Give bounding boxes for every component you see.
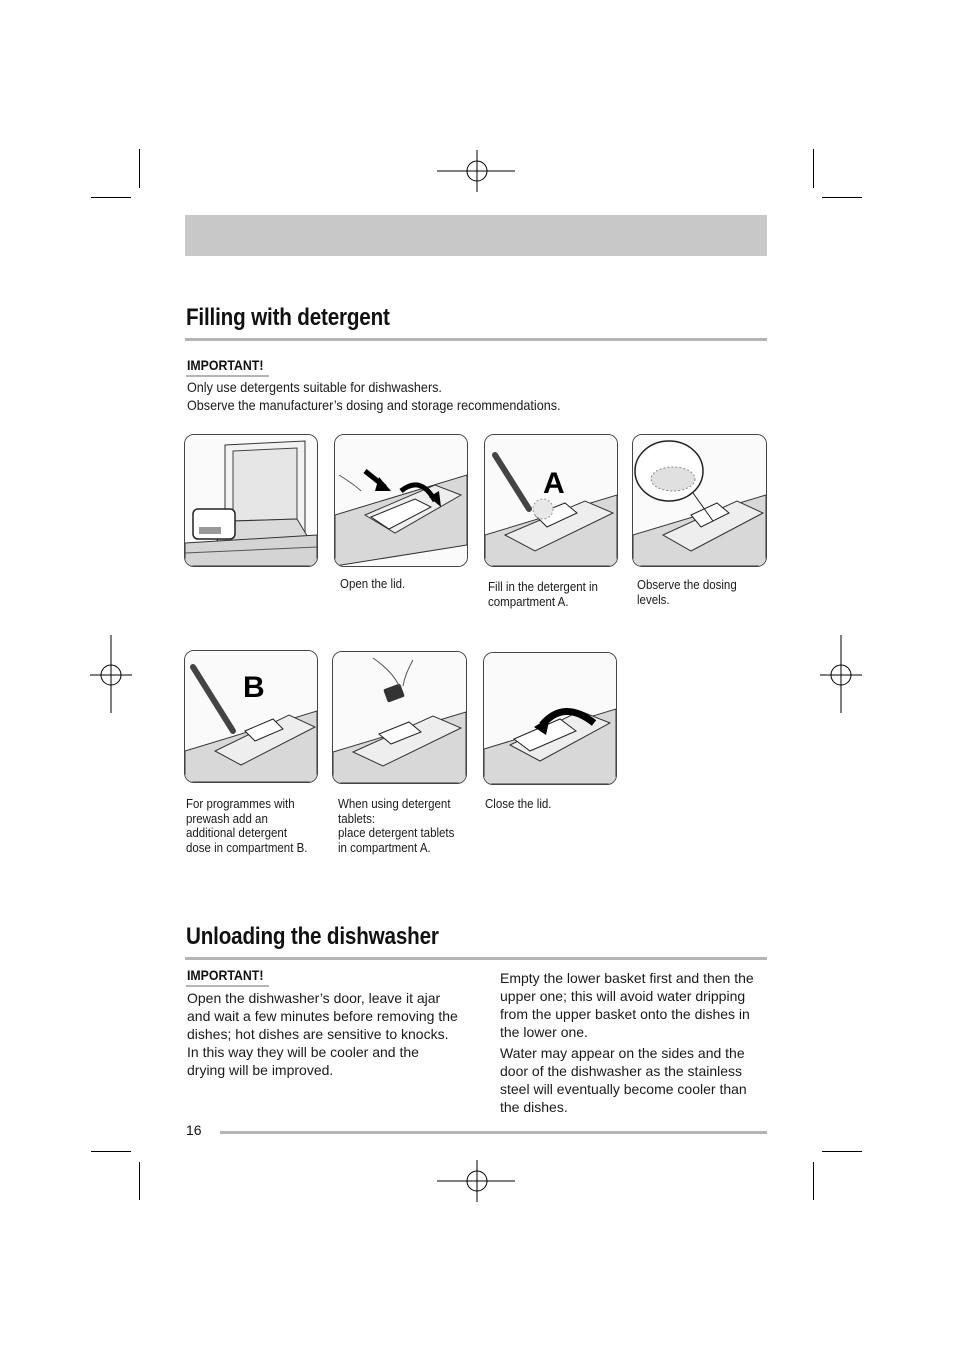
compartment-a-label: A <box>543 467 565 500</box>
important-underline <box>186 375 269 377</box>
caption-dosing-levels: Observe the dosing levels. <box>637 578 737 607</box>
important-line-1: Only use detergents suitable for dishwashers. <box>187 379 442 395</box>
unloading-right-text-2: Water may appear on the sides and the door of the dishwasher as the stainless steel will eventually become cooler than the dishes. <box>500 1045 747 1115</box>
caption-close-lid: Close the lid. <box>485 797 552 811</box>
section-rule <box>185 338 767 341</box>
page-number: 16 <box>186 1122 202 1138</box>
dosing-levels-illustration <box>632 434 767 567</box>
registration-mark-right <box>820 635 864 715</box>
caption-open-lid: Open the lid. <box>340 577 406 591</box>
fill-compartment-b-illustration <box>184 650 318 783</box>
open-dishwasher-illustration <box>184 434 318 567</box>
caption-compartment-b: For programmes with prewash add an additional detergent dose in compartment B. <box>186 797 308 855</box>
tablet-illustration <box>332 651 467 784</box>
compartment-b-label: B <box>243 671 265 704</box>
registration-mark-top <box>437 150 517 194</box>
registration-mark-bottom <box>437 1160 517 1204</box>
important-underline-2 <box>186 985 269 987</box>
footer-rule <box>220 1131 767 1134</box>
caption-fill-a: Fill in the detergent in compartment A. <box>488 580 598 609</box>
important-line-2: Observe the manufacturer’s dosing and storage recommendations. <box>187 397 561 413</box>
open-lid-illustration <box>334 434 468 567</box>
section-rule-2 <box>185 957 767 960</box>
close-lid-illustration <box>483 652 617 785</box>
fill-compartment-a-illustration <box>484 434 618 567</box>
unloading-left-text: Open the dishwasher’s door, leave it ajar and wait a few minutes before removing the dishes; hot dishes are sensitive to knocks. In this way they will be cooler and the drying will be improved. <box>187 990 458 1078</box>
registration-mark-left <box>90 635 134 715</box>
section-title-filling: Filling with detergent <box>186 304 390 331</box>
unloading-right-text-1: Empty the lower basket first and then the upper one; this will avoid water dripping from the upper basket onto the dishes in the lower one. <box>500 970 754 1040</box>
caption-tablets: When using detergent tablets: place detergent tablets in compartment A. <box>338 797 455 855</box>
header-bar <box>185 215 767 256</box>
section-title-unloading: Unloading the dishwasher <box>186 923 439 950</box>
important-label-2: IMPORTANT! <box>187 967 264 983</box>
important-label: IMPORTANT! <box>187 357 264 373</box>
